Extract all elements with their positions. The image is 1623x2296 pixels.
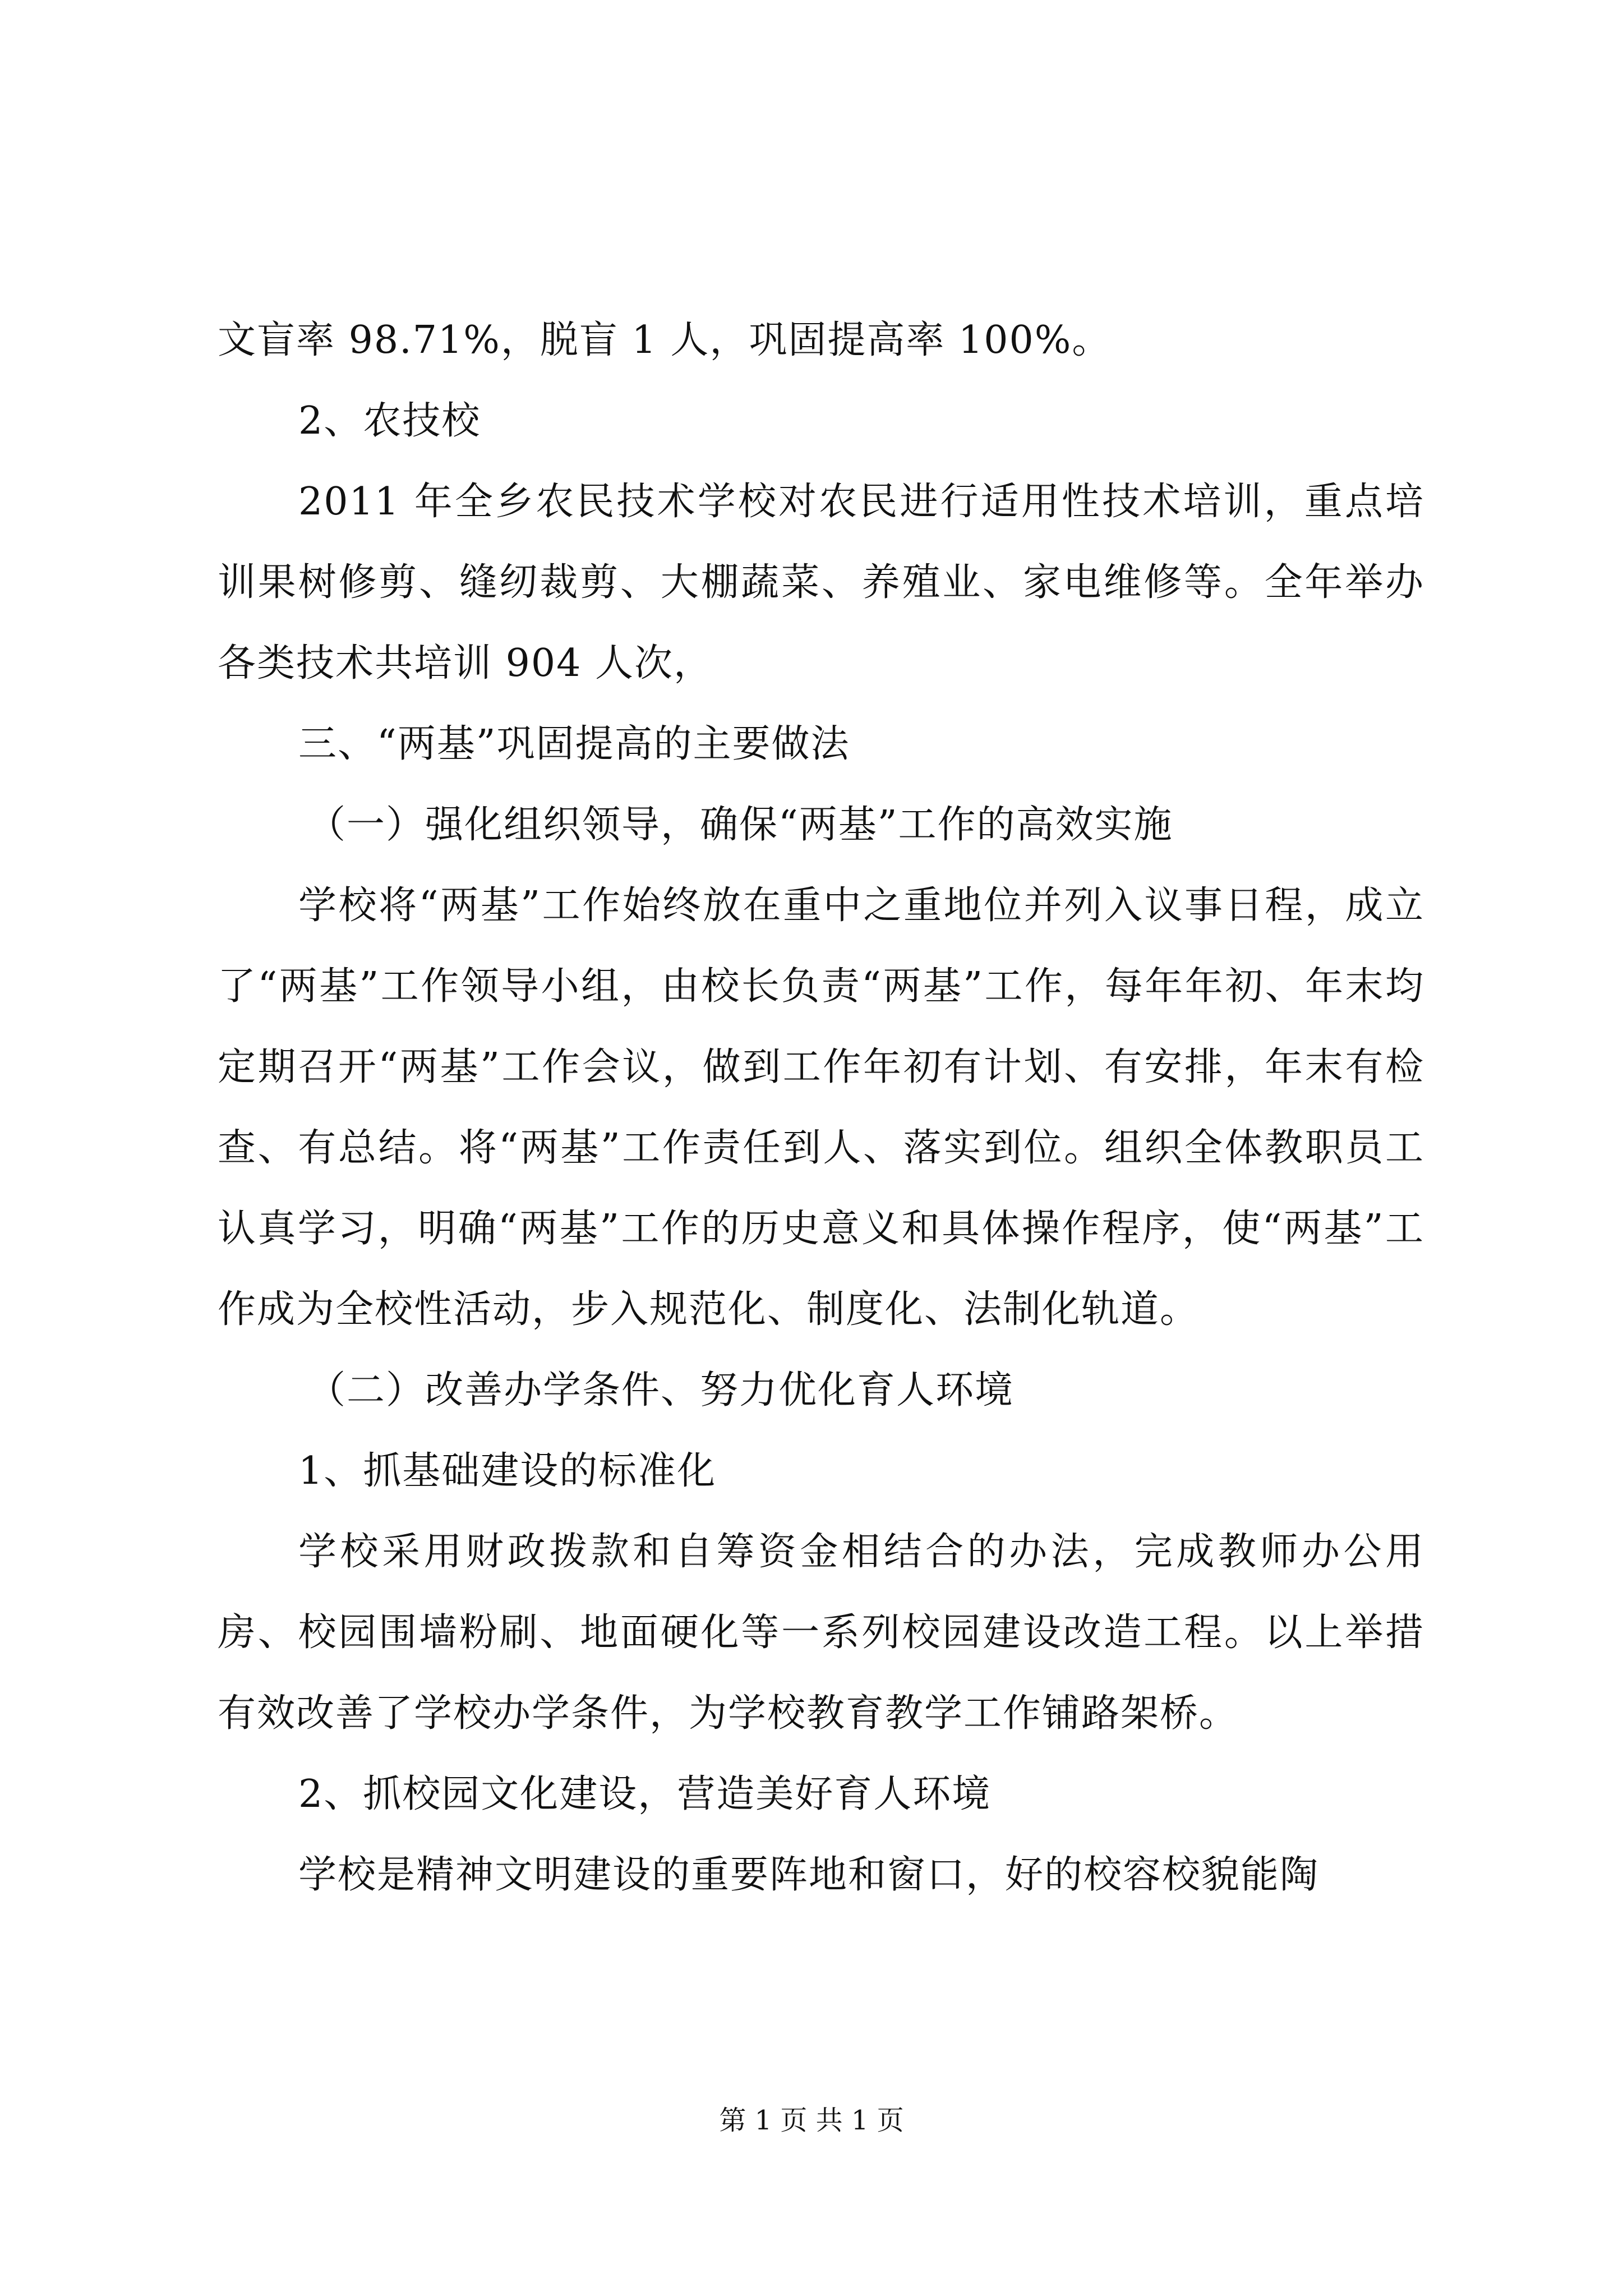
subheading-conditions: （二）改善办学条件、努力优化育人环境: [307, 1368, 1015, 1412]
paragraph-agri-training: 2011 年全乡农民技术学校对农民进行适用性技术培训，重点培训果树修剪、缝纫裁剪、大棚蔬菜、养殖业、家电维修等。全年举办各类技术共培训 904 人次，: [218, 480, 1424, 685]
subheading-infrastructure: 1、抓基础建设的标准化: [298, 1449, 717, 1493]
document-body: [218, 300, 1424, 1916]
subheading-campus-culture: 2、抓校园文化建设，营造美好育人环境: [298, 1772, 992, 1816]
paragraph-1: 文盲率 98.71%，脱盲 1 人，巩固提高率 100%。: [218, 318, 1112, 362]
section-heading-agri-school: 2、农技校: [298, 399, 481, 443]
page-footer: 第 1 页 共 1 页: [719, 2105, 904, 2136]
paragraph-infrastructure: 学校采用财政拨款和自筹资金相结合的办法，完成教师办公用房、校园围墙粉刷、地面硬化等一系列校园建设改造工程。以上举措有效改善了学校办学条件，为学校教育教学工作铺路架桥。: [218, 1530, 1424, 1736]
section-heading-main-methods: 三、“两基”巩固提高的主要做法: [298, 722, 850, 766]
subheading-organization: （一）强化组织领导，确保“两基”工作的高效实施: [307, 803, 1173, 847]
paragraph-campus-culture: 学校是精神文明建设的重要阵地和窗口，好的校容校貌能陶: [298, 1853, 1320, 1897]
paragraph-organization: 学校将“两基”工作始终放在重中之重地位并列入议事日程，成立了“两基”工作领导小组，由校长负责“两基”工作，每年年初、年末均定期召开“两基”工作会议，做到工作年初有计划、有安排，年末有检查、有总结。将“两基”工作责任到人、落实到位。组织全体教职员工认真学习，明确“两基”工作的历史意义和具体操作程序，使“两基”工作成为全校性活动，步入规范化、制度化、法制化轨道。: [218, 884, 1424, 1332]
